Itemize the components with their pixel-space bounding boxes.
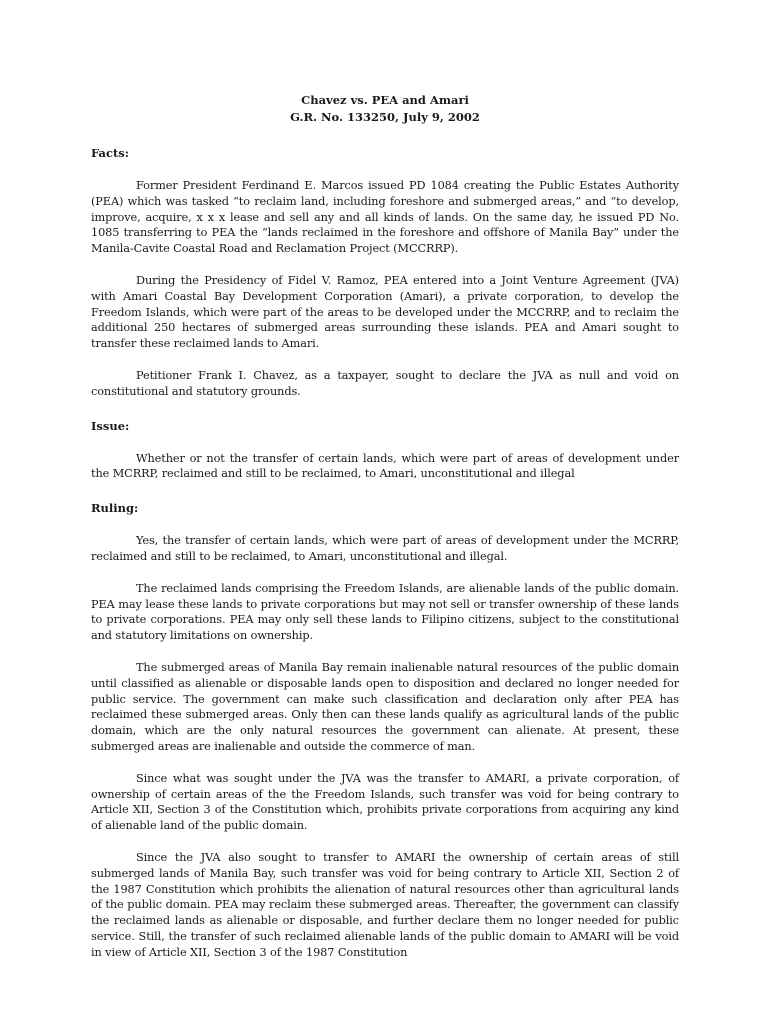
ruling-paragraph-1: Yes, the transfer of certain lands, which were part of areas of development under the MCRRP, reclaimed and still to be reclaimed, to Amari, unconstitutional and illegal. [91,534,679,563]
facts-heading: Facts: [91,146,130,160]
ruling-paragraph-2: The reclaimed lands comprising the Freedom Islands, are alienable lands of the public domain. PEA may lease these lands to private corporations but may not sell or transfer ownership of these lands to private corporations. PEA may only sell these lands to Filipino citizens, subject to the constitutional and statutory limitations on ownership. [91,581,679,643]
facts-paragraph-3: Petitioner Frank I. Chavez, as a taxpayer, sought to declare the JVA as null and void on constitutional and statutory grounds. [91,368,679,398]
case-citation: G.R. No. 133250, July 9, 2002 [290,110,480,124]
issue-paragraph: Whether or not the transfer of certain lands, which were part of areas of development under the MCRRP, reclaimed and still to be reclaimed, to Amari, unconstitutional and illegal [91,451,679,481]
facts-paragraph-2: During the Presidency of Fidel V. Ramoz, PEA entered into a Joint Venture Agreement (JVA) with Amari Coastal Bay Development Corporation (Amari), a private corporation, to develop the Freedom Islands, which were part of the areas to be developed under the MCCRRP, and to reclaim the additional 250 hectares of submerged areas surrounding these islands. PEA and Amari sought to transfer these reclaimed lands to Amari. [91,273,679,351]
document-header [91,92,679,126]
ruling-heading: Ruling: [91,501,139,516]
case-title: Chavez vs. PEA and Amari [301,93,469,107]
ruling-paragraph-3: The submerged areas of Manila Bay remain inalienable natural resources of the public domain until classified as alienable or disposable lands open to disposition and declared no longer needed for public service. The government can make such classification and declaration only after PEA has reclaimed these submerged areas. Only then can these lands qualify as agricultural lands of the public domain, which are the only natural resources the government can alienate. At present, these submerged areas are inalienable and outside the commerce of man. [91,660,679,753]
issue-heading: Issue: [91,418,130,433]
ruling-paragraph-4: Since what was sought under the JVA was the transfer to AMARI, a private corporation, of ownership of certain areas of the the Freedom Islands, such transfer was void for being contrary to Article XII, Section 3 of the Constitution which, prohibits private corporations from acquiring any kind of alienable land of the public domain. [91,771,679,833]
document-page [91,92,679,976]
facts-paragraph-1: Former President Ferdinand E. Marcos issued PD 1084 creating the Public Estates Authority (PEA) which was tasked “to reclaim land, including foreshore and submerged areas,” and “to develop, improve, acquire, x x x lease and sell any and all kinds of lands. On the same day, he issued PD No. 1085 transferring to PEA the “lands reclaimed in the foreshore and offshore of Manila Bay” under the Manila-Cavite Coastal Road and Reclamation Project (MCCRRP). [91,179,679,256]
ruling-paragraph-5: Since the JVA also sought to transfer to AMARI the ownership of certain areas of still submerged lands of Manila Bay, such transfer was void for being contrary to Article XII, Section 2 of the 1987 Constitution which prohibits the alienation of natural resources other than agricultural lands of the public domain. PEA may reclaim these submerged areas. Thereafter, the government can classify the reclaimed lands as alienable or disposable, and further declare them no longer needed for public service. Still, the transfer of such reclaimed alienable lands of the public domain to AMARI will be void in view of Article XII, Section 3 of the 1987 Constitution [91,850,679,959]
